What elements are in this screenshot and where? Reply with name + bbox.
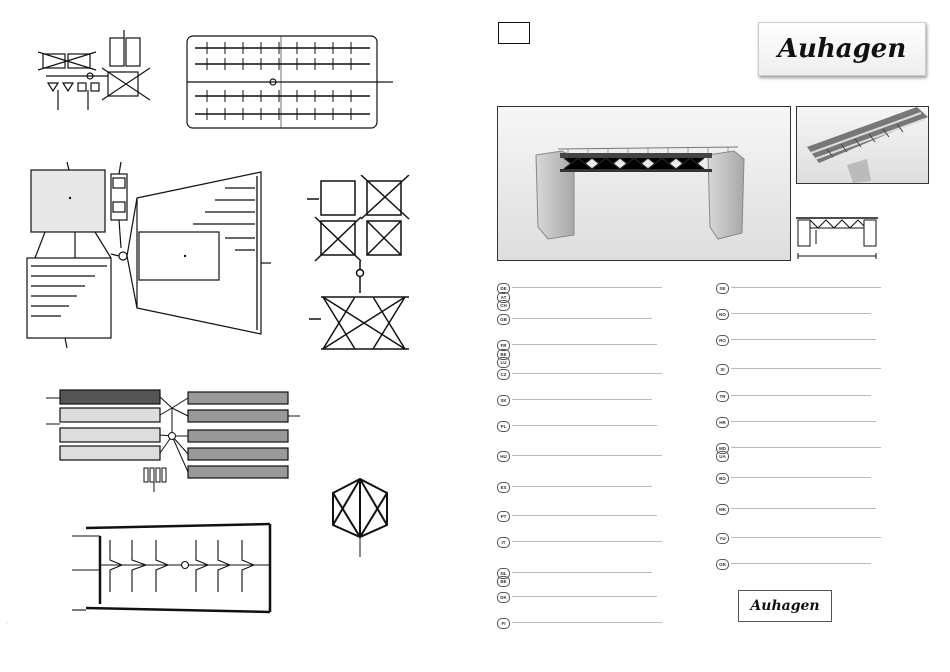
lang-code: CH (497, 300, 510, 311)
pier-wall-diagram (25, 158, 275, 350)
lang-code: ES (497, 482, 510, 493)
lang-code: DE (497, 283, 510, 294)
lang-code: CZ (497, 369, 510, 380)
brand-logo-small-text: Auhagen (750, 598, 820, 614)
brand-logo (758, 22, 926, 76)
lang-code: BE (497, 576, 510, 587)
lang-code: MD (716, 443, 729, 454)
lang-code: SK (497, 395, 510, 406)
lang-code: UA (716, 451, 729, 462)
lang-code: PT (497, 511, 510, 522)
lang-code: NO (716, 309, 729, 320)
lang-code: SI (716, 364, 729, 375)
lang-code: HU (497, 451, 510, 462)
parts-diagram-1 (38, 28, 158, 118)
lang-code: HR (716, 417, 729, 428)
railing-sprue-diagram (185, 34, 395, 130)
truss-girder-diagram (70, 520, 285, 620)
lang-code: TR (716, 391, 729, 402)
lang-code: AT (497, 292, 510, 303)
lang-code: FR (497, 340, 510, 351)
cross-brace-diagram (305, 175, 420, 355)
lang-code: BE (497, 349, 510, 360)
brand-logo-small (738, 590, 832, 622)
lang-code: NL (497, 568, 510, 579)
deck-sprue-diagram (42, 388, 302, 498)
dimension-drawing (796, 208, 880, 264)
tower-diagram (325, 475, 395, 560)
lang-code: GR (716, 559, 729, 570)
lang-code: PL (497, 421, 510, 432)
lang-code: BG (716, 473, 729, 484)
detail-photo-illustration (797, 107, 928, 183)
product-photo (497, 106, 791, 261)
lang-code: LU (497, 357, 510, 368)
bridge-photo-illustration (498, 107, 790, 260)
lang-code: MK (716, 504, 729, 515)
lang-code: FI (497, 618, 510, 629)
lang-code: RO (716, 335, 729, 346)
lang-code: GB (497, 314, 510, 325)
detail-photo (796, 106, 929, 184)
brand-logo-text: Auhagen (777, 34, 907, 64)
lang-code: DK (497, 592, 510, 603)
article-number-box (498, 22, 530, 44)
footnote: ... (4, 621, 9, 625)
lang-code: IT (497, 537, 510, 548)
lang-code: YU (716, 533, 729, 544)
lang-code: SE (716, 283, 729, 294)
